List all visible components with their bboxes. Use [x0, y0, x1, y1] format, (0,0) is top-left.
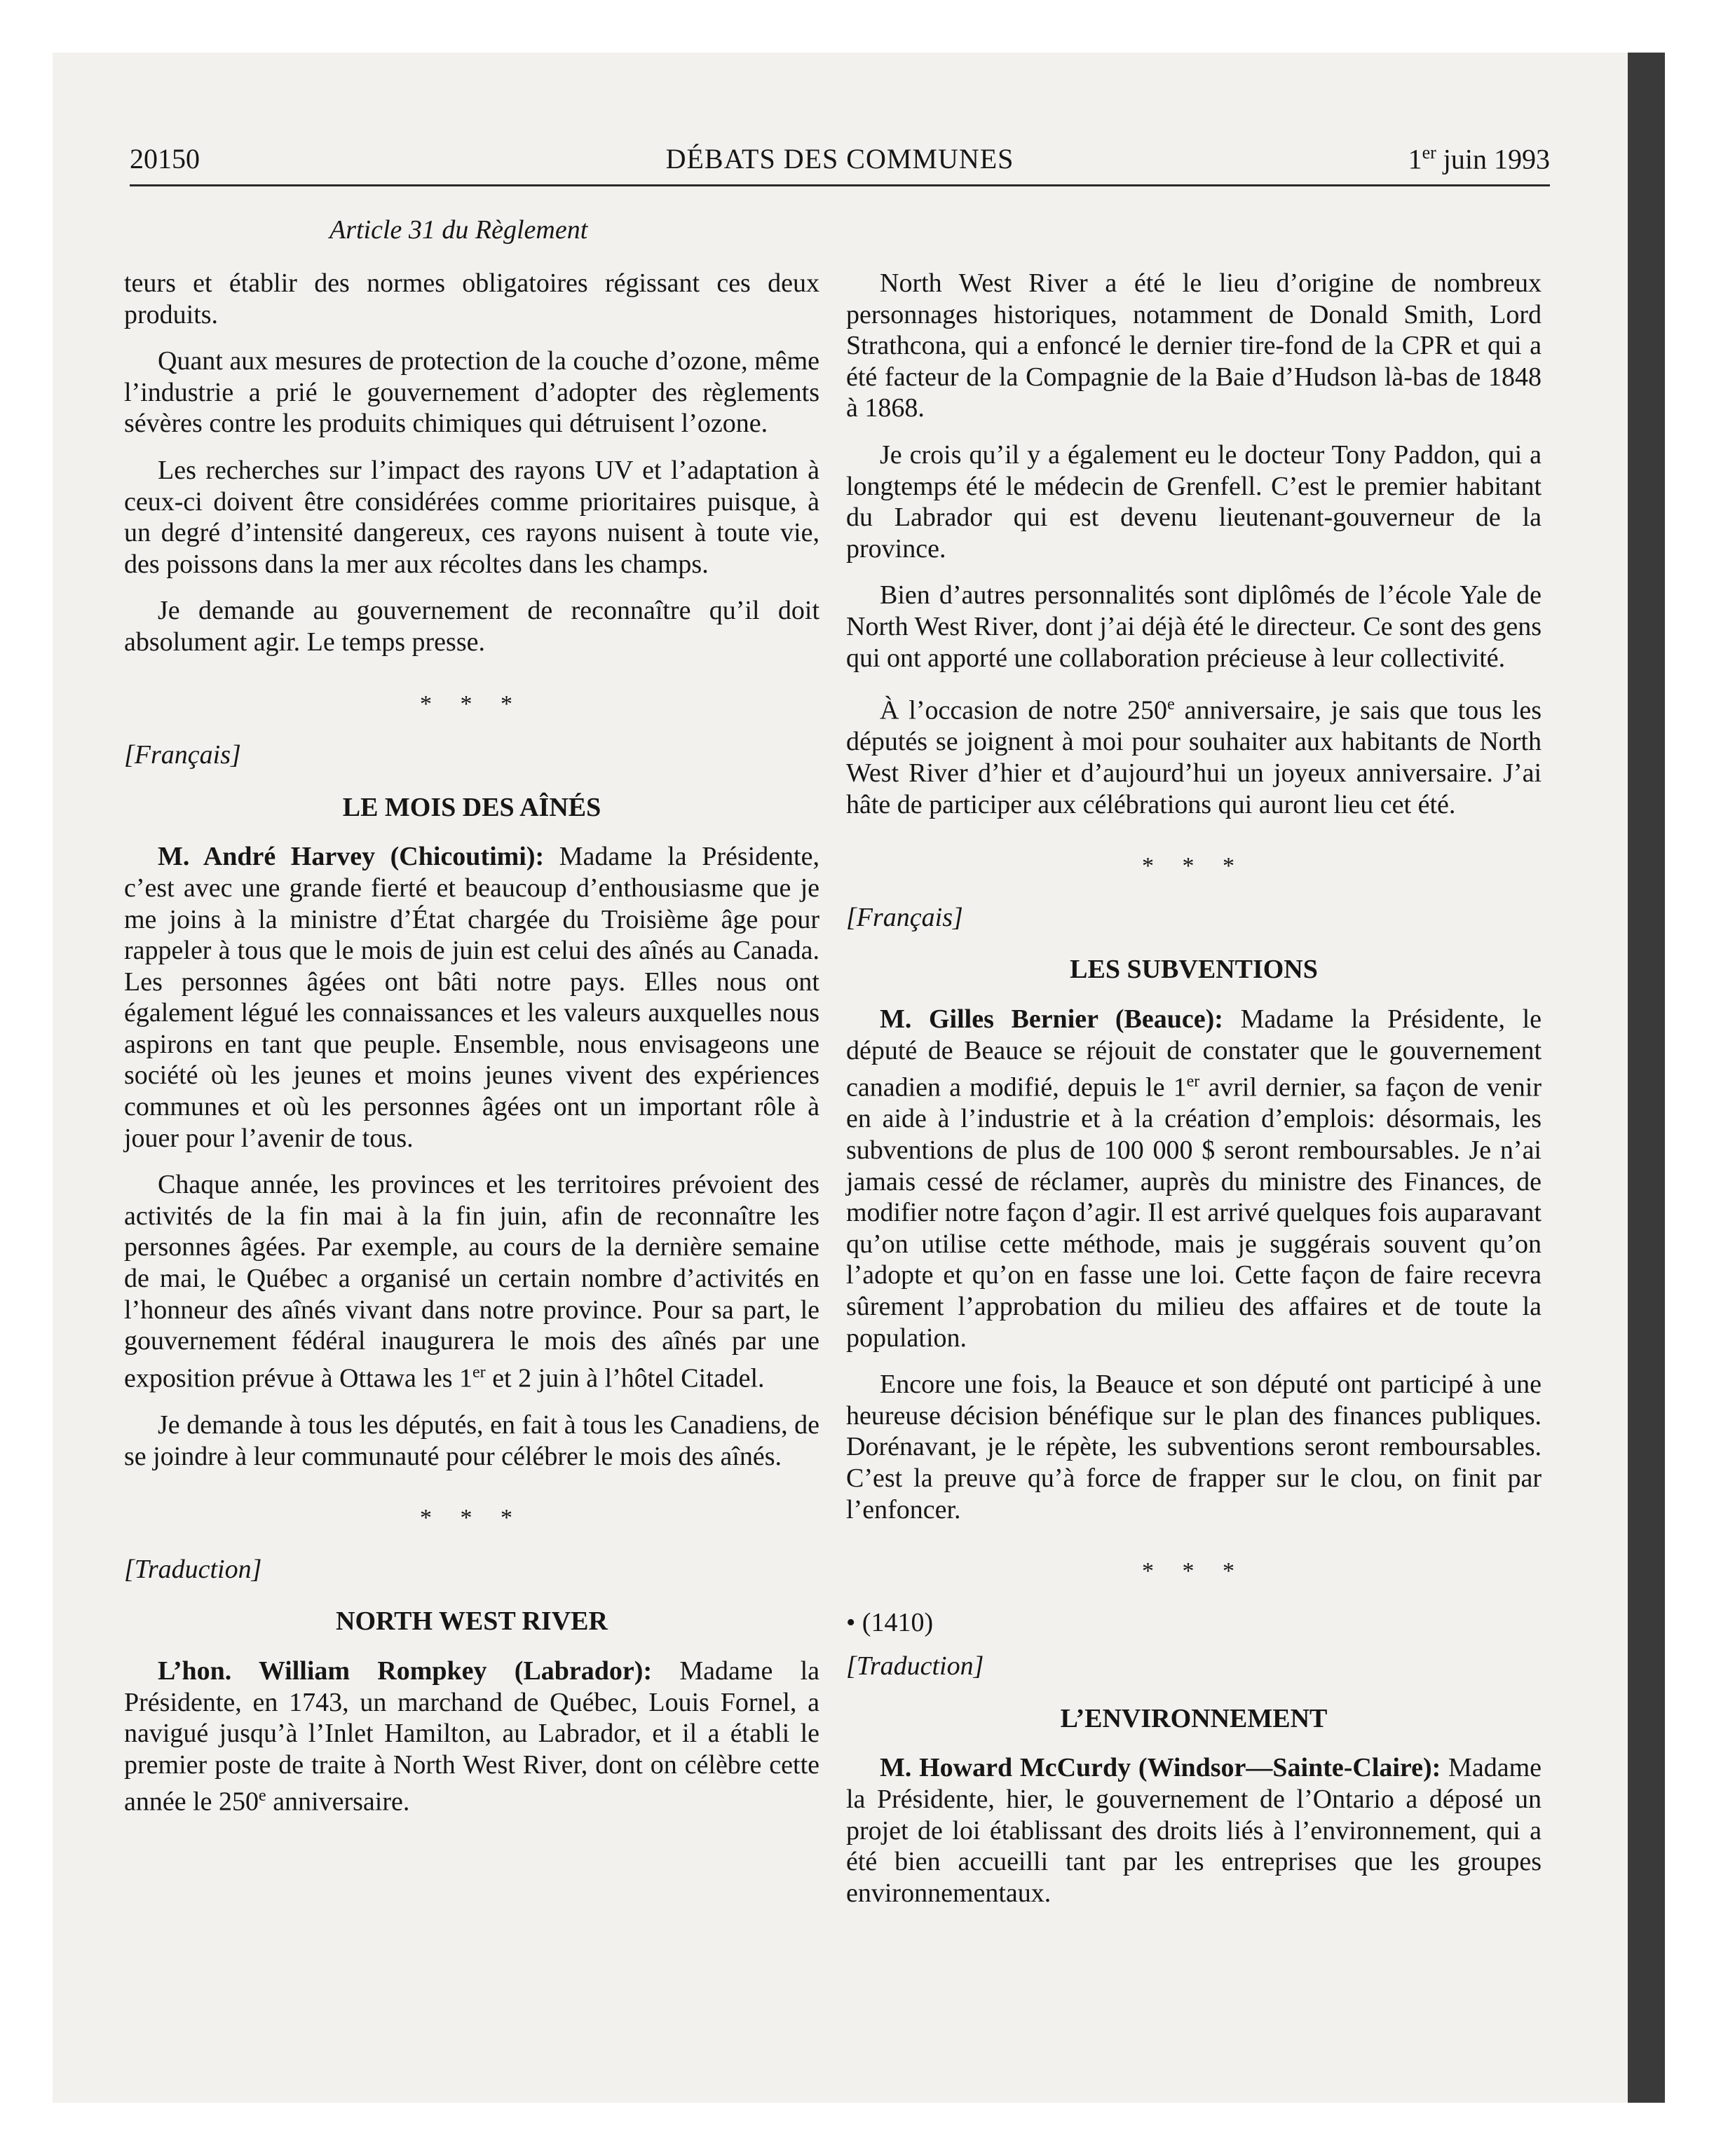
left-column — [124, 268, 819, 1834]
paragraph: Encore une fois, la Beauce et son député ont participé à une heureuse décision bénéfique sur le plan des finances publiques. Dorénavant, je le répète, les subventions seront remboursables. C’est la preuve qu’à force de frapper sur le clou, on finit par l’enfoncer. — [846, 1370, 1542, 1524]
page-header — [130, 142, 1550, 186]
speech-paragraph: M. André Harvey (Chicoutimi): Madame la Présidente, c’est avec une grande fierté et beaucoup d’enthousiasme que je me joins à la ministre d’État chargée du Troisième âge pour rappeler à tous que le mois de juin est celui des aînés au Canada. Les personnes âgées ont bâti notre pays. Elles nous ont également légué les connaissances et les valeurs auxquelles nous aspirons en tant que peuple. Ensemble, nous envisageons une société où les jeunes et moins jeunes vivent des expériences communes et où les personnes âgées ont un important rôle à jouer pour l’avenir de tous. — [124, 842, 819, 1153]
speech-paragraph: M. Howard McCurdy (Windsor—Sainte-Claire): Madame la Présidente, hier, le gouvernement de l’Ontario a déposé un projet de loi établissant des droits liés à l’environnement, qui a été bien accueilli tant par les entreprises que les groupes environnementaux. — [846, 1753, 1542, 1908]
page-number: 20150 — [130, 143, 200, 175]
speaker-name: M. André Harvey (Chicoutimi): — [158, 842, 545, 872]
speech-paragraph: L’hon. William Rompkey (Labrador): Madame la Présidente, en 1743, un marchand de Québec, Louis Fornel, a navigué jusqu’à l’Inlet Hamilton, au Labrador, et il a établi le premier poste de traite à North West River, dont on célèbre cette année le 250e anniversaire. — [124, 1656, 819, 1817]
section-heading: LES SUBVENTIONS — [1070, 955, 1318, 985]
language-tag: [Français] — [124, 740, 241, 770]
section-heading: NORTH WEST RIVER — [336, 1606, 608, 1637]
paragraph: Je crois qu’il y a également eu le docteur Tony Paddon, qui a longtemps été le médecin de Grenfell. C’est le premier habitant du Labrador qui est devenu lieutenant-gouverneur de la province. — [846, 439, 1542, 564]
paragraph: Les recherches sur l’impact des rayons UV et l’adaptation à ceux-ci doivent être considérées comme prioritaires puisque, à un degré d’intensité dangereux, ces rayons nuisent à toute vie, des poissons dans la mer aux récoltes dans les champs. — [124, 455, 819, 579]
paragraph: Bien d’autres personnalités sont diplômés de l’école Yale de North West River, dont j’ai déjà été le directeur. Ce sont des gens qui ont apporté une collaboration précieuse à leur collectivité. — [846, 580, 1542, 673]
paragraph: North West River a été le lieu d’origine de nombreux personnages historiques, notamment de Donald Smith, Lord Strathcona, qui a enfoncé le dernier tire-fond de la CPR et qui a été facteur de la Compagnie de la Baie d’Hudson là-bas de 1848 à 1868. — [846, 268, 1542, 423]
section-separator: * * * — [1142, 853, 1246, 880]
language-tag: [Traduction] — [846, 1651, 984, 1681]
language-tag: [Traduction] — [124, 1554, 262, 1584]
section-heading: L’ENVIRONNEMENT — [1060, 1703, 1328, 1733]
section-subheader: Article 31 du Règlement — [329, 215, 588, 245]
speaker-name: L’hon. William Rompkey (Labrador): — [158, 1656, 653, 1686]
section-separator: * * * — [420, 690, 524, 717]
speech-paragraph: M. Gilles Bernier (Beauce): Madame la Présidente, le député de Beauce se réjouit de constater que le gouvernement canadien a modifié, depuis le 1er avril dernier, sa façon de venir en aide à l’industrie et à la création d’emplois: désormais, les subventions de plus de 100 000 $ seront remboursables. Je n’ai jamais cessé de réclamer, auprès du ministre des Finances, de modifier notre façon d’agir. Il est arrivé quelques fois auparavant qu’on utilise cette méthode, mais je suggérais souvent qu’on l’adopte et qu’on en fasse une loi. Cette façon de faire recevra sûrement l’approbation du milieu des affaires et de toute la population. — [846, 1004, 1542, 1353]
paragraph: Chaque année, les provinces et les territoires prévoient des activités de la fin mai à la fin juin, afin de reconnaître les personnes âgées. Par exemple, au cours de la dernière semaine de mai, le Québec a organisé un certain nombre d’activités en l’honneur des aînés vivant dans notre province. Pour sa part, le gouvernement fédéral inaugurera le mois des aînés par une exposition prévue à Ottawa les 1er et 2 juin à l’hôtel Citadel. — [124, 1170, 819, 1393]
timestamp: • (1410) — [846, 1607, 934, 1637]
paragraph: teurs et établir des normes obligatoires régissant ces deux produits. — [124, 268, 819, 329]
section-heading: LE MOIS DES AÎNÉS — [342, 792, 601, 822]
paragraph: À l’occasion de notre 250e anniversaire, je sais que tous les députés se joignent à moi pour souhaiter aux habitants de North West River d’hier et d’aujourd’hui un joyeux anniversaire. J’ai hâte de participer aux célébrations qui auront lieu cet été. — [846, 695, 1542, 819]
speaker-name: M. Gilles Bernier (Beauce): — [880, 1004, 1223, 1034]
section-separator: * * * — [1142, 1558, 1246, 1585]
language-tag: [Français] — [846, 902, 963, 932]
right-column — [846, 268, 1542, 1924]
publication-date: 1er juin 1993 — [1408, 142, 1550, 175]
publication-title: DÉBATS DES COMMUNES — [665, 143, 1014, 175]
section-separator: * * * — [420, 1505, 524, 1531]
paragraph: Quant aux mesures de protection de la couche d’ozone, même l’industrie a prié le gouvernement d’adopter des règlements sévères contre les produits chimiques qui détruisent l’ozone. — [124, 346, 819, 439]
paragraph: Je demande à tous les députés, en fait à tous les Canadiens, de se joindre à leur communauté pour célébrer le mois des aînés. — [124, 1410, 819, 1471]
scan-edge-shadow — [1628, 53, 1665, 2103]
speaker-name: M. Howard McCurdy (Windsor—Sainte-Claire): — [880, 1753, 1441, 1783]
paragraph: Je demande au gouvernement de reconnaître qu’il doit absolument agir. Le temps presse. — [124, 596, 819, 657]
